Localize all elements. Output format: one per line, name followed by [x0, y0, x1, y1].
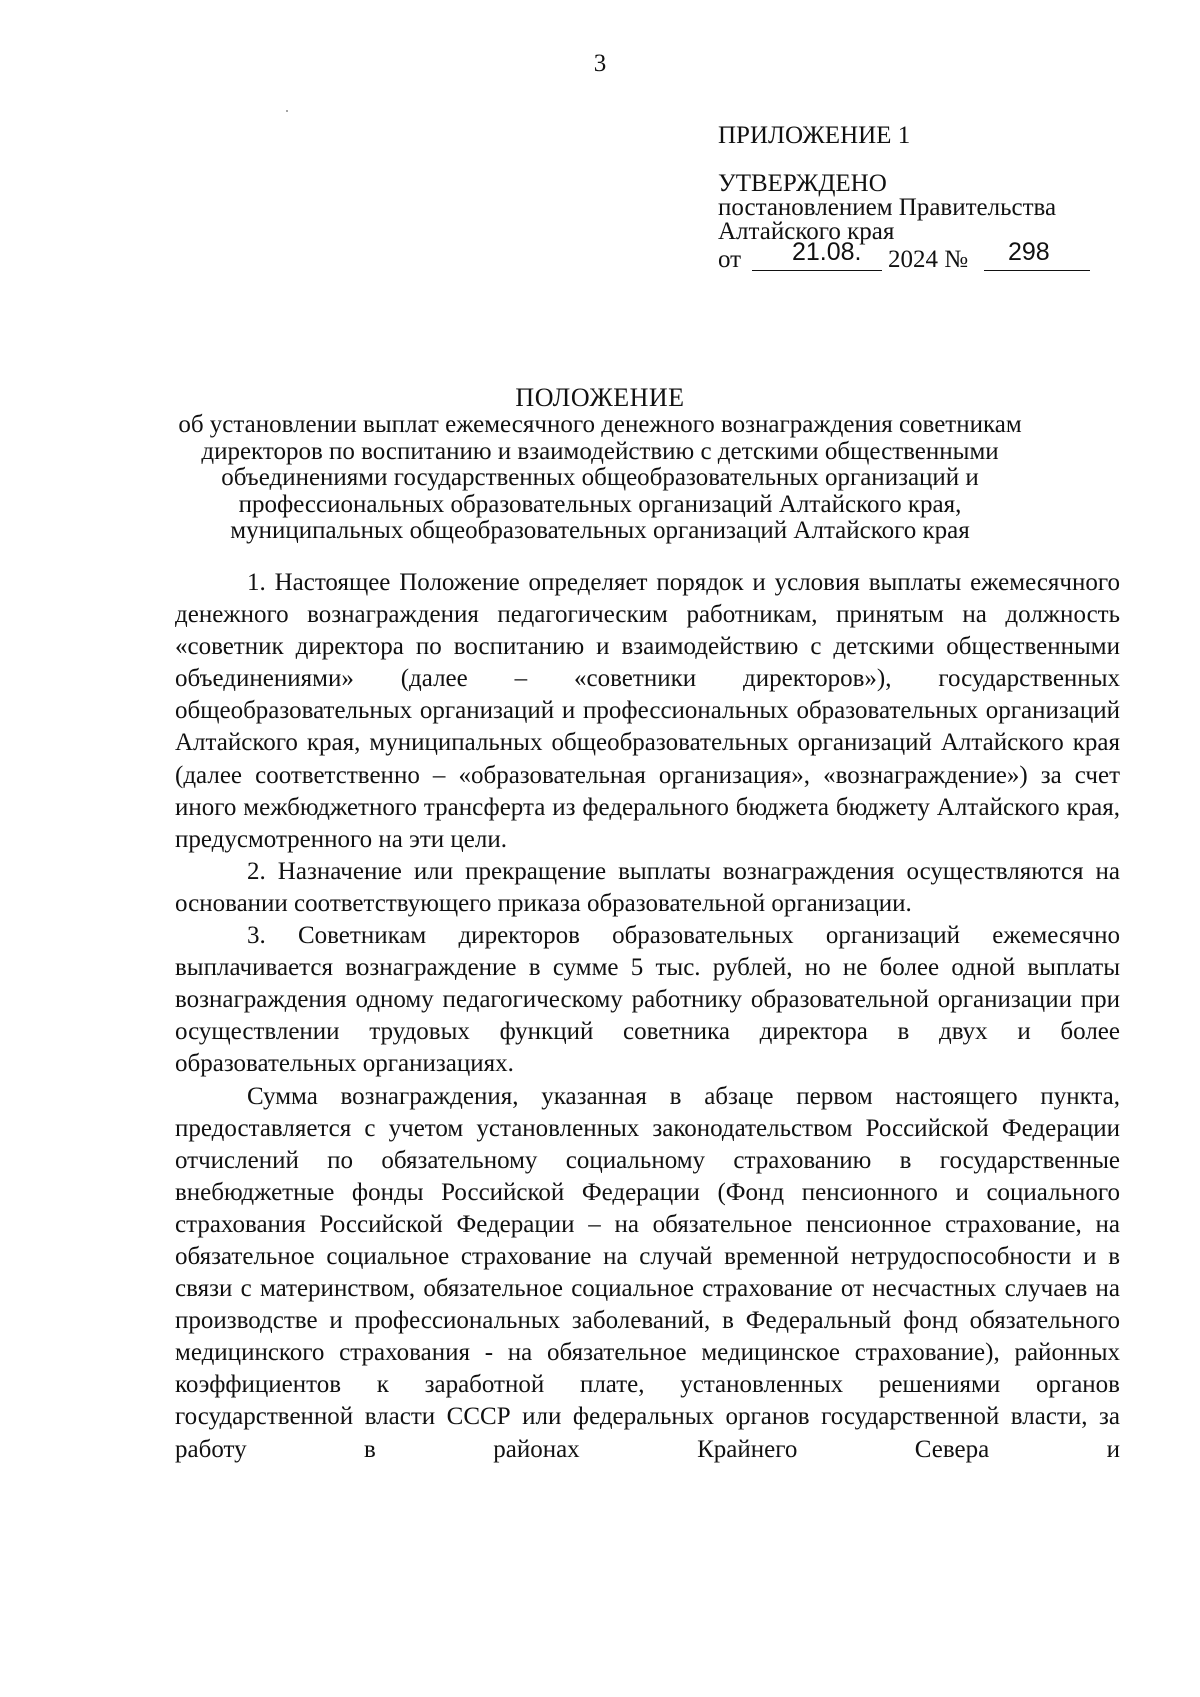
year-and-number-label: 2024 № — [888, 246, 969, 273]
approval-block — [718, 122, 1138, 272]
date-underline — [752, 270, 882, 271]
paragraph-4: Сумма вознаграждения, указанная в абзаце первом настоящего пункта, предоставляется с учетом установленных законодательством Российской Федерации отчислений по обязательному социальному страхованию в государственные внебюджетные фонды Российской Федерации (Фонд пенсионного и социального страхования Российской Федерации – на обязательное пенсионное страхование, на обязательное социальное страхование на случай временной нетрудоспособности и в связи с материнством, обязательное социальное страхование от несчастных случаев на производстве и профессиональных заболеваний, в Федеральный фонд обязательного медицинского страхования - на обязательное медицинское страхование), районных коэффициентов к заработной плате, установленных решениями органов государственной власти СССР или федеральных органов государственной власти, за работу в районах Крайнего Севера и — [175, 1082, 1120, 1463]
number-value: 298 — [1008, 238, 1050, 266]
scan-speck — [286, 110, 288, 112]
date-value: 21.08. — [792, 238, 862, 266]
approval-line-2: Алтайского края — [718, 218, 895, 245]
appendix-label: ПРИЛОЖЕНИЕ 1 — [718, 122, 911, 149]
page-number: 3 — [593, 50, 607, 77]
paragraph-3: 3. Советникам директоров образовательных организаций ежемесячно выплачивается вознаграждение в сумме 5 тыс. рублей, но не более одной выплаты вознаграждения одному педагогическому работнику образовательной организации при осуществлении трудовых функций советника директора в двух и более образовательных организациях. — [175, 922, 1120, 1078]
approved-label: УТВЕРЖДЕНО — [718, 170, 887, 197]
from-label: от — [718, 246, 742, 273]
document-body — [175, 567, 1120, 1466]
paragraph-1: 1. Настоящее Положение определяет порядок и условия выплаты ежемесячного денежного вознаграждения педагогическим работникам, принятым на должность «советник директора по воспитанию и взаимодействию с детскими общественными объединениями» (далее – «советники директоров»), государственных общеобразовательных организаций и профессиональных образовательных организаций Алтайского края, муниципальных общеобразовательных организаций Алтайского края (далее соответственно – «образовательная организация», «вознаграждение») за счет иного межбюджетного трансферта из федерального бюджета бюджету Алтайского края, предусмотренного на эти цели. — [175, 569, 1120, 853]
approval-line-1: постановлением Правительства — [718, 194, 1057, 221]
document-subtitle: об установлении выплат ежемесячного денежного вознаграждения советникам директоров по воспитанию и взаимодействию с детскими общественными объединениями государственных общеобразовательных организаций и профессиональных образовательных организаций Алтайского края, муниципальных общеобразовательных организаций Алтайского края — [178, 411, 1022, 544]
paragraph-2: 2. Назначение или прекращение выплаты вознаграждения осуществляются на основании соответствующего приказа образовательной организации. — [175, 857, 1120, 917]
approval-date-line — [718, 238, 1138, 273]
number-underline — [984, 270, 1090, 271]
document-title: ПОЛОЖЕНИЕ — [515, 383, 685, 412]
